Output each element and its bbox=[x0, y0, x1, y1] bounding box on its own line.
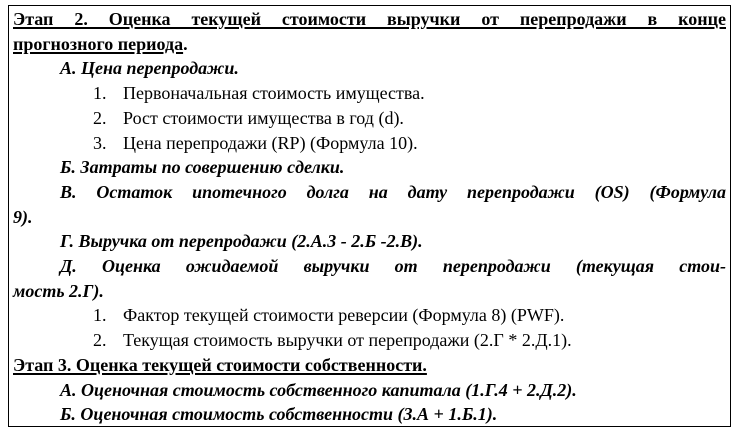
item-number: 2. bbox=[93, 107, 107, 128]
stage3-a-label: А. Оценочная стоимость собственного капитала (1.Г.4 + 2.Д.2). bbox=[60, 379, 577, 400]
stage2-a-item bbox=[13, 81, 726, 106]
document-frame bbox=[8, 5, 731, 427]
item-number: 2. bbox=[93, 330, 107, 351]
stage2-heading-line2 bbox=[13, 32, 726, 57]
stage2-v-label-line2: 9). bbox=[13, 206, 33, 227]
stage2-d-label-line1: Д. Оценка ожидаемой выручки от перепродажи (текущая стои- bbox=[60, 256, 726, 277]
stage3-heading-line bbox=[13, 353, 726, 378]
stage2-a-item bbox=[13, 106, 726, 131]
stage2-a-item bbox=[13, 131, 726, 156]
stage2-heading-period: . bbox=[183, 33, 188, 54]
item-text: Фактор текущей стоимости реверсии (Формула 8) (PWF). bbox=[123, 305, 565, 326]
stage2-g-label: Г. Выручка от перепродажи (2.А.3 - 2.Б -2.В). bbox=[60, 231, 423, 252]
item-text: Первоначальная стоимость имущества. bbox=[123, 83, 425, 104]
item-number: 1. bbox=[93, 83, 107, 104]
item-text: Цена перепродажи (RP) (Формула 10). bbox=[123, 132, 418, 153]
item-number: 1. bbox=[93, 305, 107, 326]
stage2-heading: Этап 2. Оценка текущей стоимости выручки от перепродажи в конце bbox=[13, 9, 726, 29]
stage2-d-item bbox=[13, 303, 726, 328]
stage3-b-label: Б. Оценочная стоимость собственности (3.А + 1.Б.1). bbox=[60, 404, 498, 425]
stage2-b-label: Б. Затраты по совершению сделки. bbox=[60, 157, 345, 178]
stage2-d-label-line2: мость 2.Г). bbox=[13, 280, 104, 301]
item-text: Текущая стоимость выручки от перепродажи (2.Г * 2.Д.1). bbox=[123, 330, 572, 351]
item-text: Рост стоимости имущества в год (d). bbox=[123, 107, 404, 128]
item-number: 3. bbox=[93, 132, 107, 153]
stage2-heading-line1 bbox=[13, 7, 726, 32]
stage2-d-item bbox=[13, 328, 726, 353]
stage2-heading-continuation: прогнозного периода bbox=[13, 33, 184, 54]
stage3-heading: Этап 3. Оценка текущей стоимости собственности. bbox=[13, 354, 427, 375]
stage2-v-label-line1: В. Остаток ипотечного долга на дату перепродажи (OS) (Формула bbox=[60, 181, 726, 202]
stage2-a-label: А. Цена перепродажи. bbox=[60, 58, 239, 79]
